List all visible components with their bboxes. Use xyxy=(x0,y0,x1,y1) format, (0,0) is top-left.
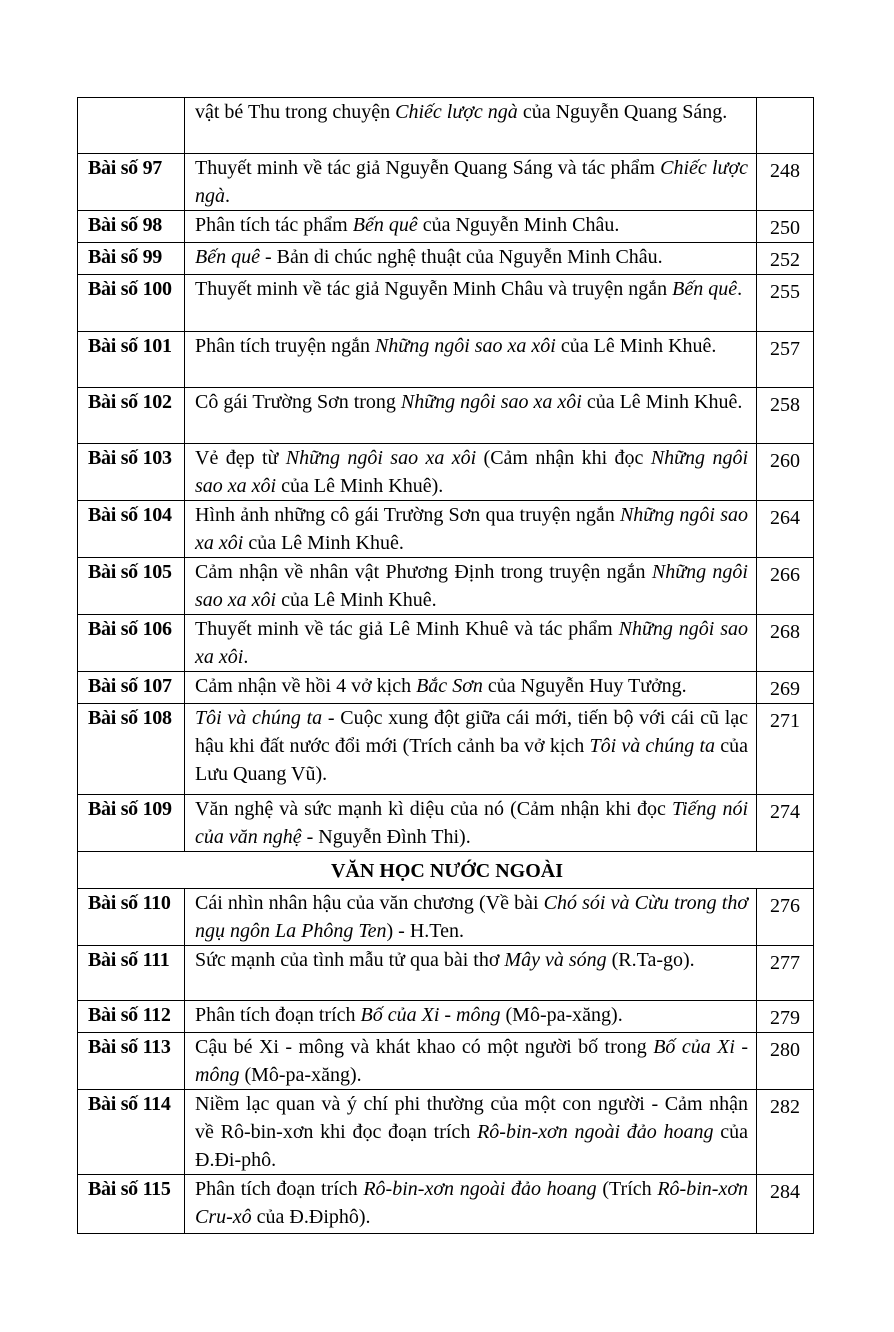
table-row xyxy=(78,388,814,444)
lesson-number: Bài số 97 xyxy=(78,154,185,211)
work-title-italic: Tôi và chúng ta xyxy=(195,707,323,729)
lesson-number: Bài số 108 xyxy=(78,704,185,795)
lesson-title xyxy=(185,98,757,154)
lesson-title xyxy=(185,1001,757,1033)
table-row xyxy=(78,332,814,388)
page-number: 284 xyxy=(757,1175,814,1234)
title-text: Sức mạnh của tình mẫu tử qua bài thơ xyxy=(195,949,505,971)
page-number: 266 xyxy=(757,558,814,615)
section-title: VĂN HỌC NƯỚC NGOÀI xyxy=(78,852,814,889)
table-row xyxy=(78,889,814,946)
title-text: Văn nghệ và sức mạnh kì diệu của nó (Cảm nhận khi đọc xyxy=(195,798,672,820)
work-title-italic: Bến quê xyxy=(352,214,418,236)
table-row xyxy=(78,1001,814,1033)
title-text: của Nguyễn Quang Sáng. xyxy=(517,101,728,123)
table-of-contents xyxy=(77,97,814,1234)
lesson-title xyxy=(185,243,757,275)
work-title-italic: Rô-bin-xơn ngoài đảo hoang xyxy=(363,1178,597,1200)
page-number: 258 xyxy=(757,388,814,444)
work-title-italic: Chiếc lược ngà xyxy=(395,101,518,123)
title-text: Phân tích truyện ngắn xyxy=(195,335,375,357)
lesson-number: Bài số 113 xyxy=(78,1033,185,1090)
title-text: - Bản di chúc nghệ thuật của Nguyễn Minh Châu. xyxy=(259,246,663,268)
title-text: Niềm lạc quan và ý chí phi thường của một con người - Cảm nhận về Rô-bin-xơn khi đọc đoạn trích xyxy=(195,1093,748,1143)
lesson-title xyxy=(185,889,757,946)
table-row xyxy=(78,1175,814,1234)
work-title-italic: Tiếng nói của văn nghệ xyxy=(195,798,748,848)
page-number: 268 xyxy=(757,615,814,672)
lesson-number: Bài số 109 xyxy=(78,795,185,852)
page-number: 269 xyxy=(757,672,814,704)
lesson-title xyxy=(185,558,757,615)
work-title-italic: Chiếc lược ngà xyxy=(195,157,748,207)
title-text: Phân tích tác phẩm xyxy=(195,214,353,236)
table-row xyxy=(78,672,814,704)
page-number: 257 xyxy=(757,332,814,388)
page-number: 279 xyxy=(757,1001,814,1033)
work-title-italic: Những ngôi sao xa xôi xyxy=(195,504,748,554)
page-number: 264 xyxy=(757,501,814,558)
title-text: . xyxy=(225,185,230,207)
title-text: . xyxy=(737,278,743,300)
page-number: 276 xyxy=(757,889,814,946)
title-text: Cái nhìn nhân hậu của văn chương (Về bài xyxy=(195,892,544,914)
title-text: của Lê Minh Khuê. xyxy=(243,532,404,554)
work-title-italic: Rô-bin-xơn Cru-xô xyxy=(195,1178,748,1228)
lesson-number: Bài số 111 xyxy=(78,946,185,1001)
title-text: - Nguyễn Đình Thi). xyxy=(301,826,471,848)
title-text: Phân tích đoạn trích xyxy=(195,1178,364,1200)
title-text: Hình ảnh những cô gái Trường Sơn qua truyện ngắn xyxy=(195,504,620,526)
page-number: 277 xyxy=(757,946,814,1001)
work-title-italic: Những ngôi sao xa xôi xyxy=(195,561,748,611)
page-number: 250 xyxy=(757,211,814,243)
lesson-number: Bài số 98 xyxy=(78,211,185,243)
title-text: Thuyết minh về tác giả Nguyễn Quang Sáng và tác phẩm xyxy=(195,157,661,179)
title-text: Vẻ đẹp từ xyxy=(195,447,286,469)
table-row xyxy=(78,154,814,211)
title-text: Cảm nhận về nhân vật Phương Định trong truyện ngắn xyxy=(195,561,652,583)
work-title-italic: Những ngôi sao xa xôi xyxy=(195,618,749,668)
lesson-title xyxy=(185,154,757,211)
page-number: 274 xyxy=(757,795,814,852)
lesson-number: Bài số 110 xyxy=(78,889,185,946)
work-title-italic: Tôi và chúng ta xyxy=(589,735,716,757)
lesson-title xyxy=(185,444,757,501)
title-text: của Nguyễn Minh Châu. xyxy=(417,214,620,236)
work-title-italic: Những ngôi sao xa xôi xyxy=(195,447,748,497)
page-number: 280 xyxy=(757,1033,814,1090)
lesson-title xyxy=(185,332,757,388)
lesson-number: Bài số 100 xyxy=(78,275,185,332)
title-text: (Cảm nhận khi đọc xyxy=(476,447,651,469)
table-row xyxy=(78,501,814,558)
title-text: Thuyết minh về tác giả Nguyễn Minh Châu và truyện ngắn xyxy=(195,278,673,300)
title-text: (Trích xyxy=(596,1178,658,1200)
title-text: (Mô-pa-xăng). xyxy=(500,1004,623,1026)
lesson-title xyxy=(185,1033,757,1090)
lesson-number: Bài số 104 xyxy=(78,501,185,558)
work-title-italic: Mây và sóng xyxy=(504,949,607,971)
title-text: Cậu bé Xi - mông và khát khao có một người bố trong xyxy=(195,1036,654,1058)
title-text: Cảm nhận về hồi 4 vở kịch xyxy=(195,675,417,697)
lesson-number: Bài số 107 xyxy=(78,672,185,704)
work-title-italic: Bố của Xi - mông xyxy=(360,1004,501,1026)
work-title-italic: Chó sói và Cừu trong thơ ngụ ngôn La Phông Ten xyxy=(195,892,748,942)
lesson-title xyxy=(185,615,757,672)
work-title-italic: Những ngôi sao xa xôi xyxy=(285,447,477,469)
work-title-italic: Bố của Xi - mông xyxy=(195,1036,748,1086)
lesson-number: Bài số 102 xyxy=(78,388,185,444)
lesson-title xyxy=(185,795,757,852)
lesson-title xyxy=(185,672,757,704)
page-number: 248 xyxy=(757,154,814,211)
table-row xyxy=(78,704,814,795)
lesson-number xyxy=(78,98,185,154)
title-text: . xyxy=(243,646,249,668)
title-text: (R.Ta-go). xyxy=(606,949,695,971)
title-text: của Lưu Quang Vũ). xyxy=(195,735,748,785)
lesson-title xyxy=(185,1090,757,1175)
lesson-title xyxy=(185,211,757,243)
work-title-italic: Những ngôi sao xa xôi xyxy=(374,335,556,357)
section-header-row xyxy=(78,852,814,889)
title-text: của Đ.Điphô). xyxy=(251,1206,371,1228)
title-text: ) - H.Ten. xyxy=(386,920,464,942)
table-row xyxy=(78,243,814,275)
title-text: Phân tích đoạn trích xyxy=(195,1004,361,1026)
title-text: của Lê Minh Khuê. xyxy=(276,589,437,611)
page-number xyxy=(757,98,814,154)
work-title-italic: Rô-bin-xơn ngoài đảo hoang xyxy=(477,1121,714,1143)
table-row xyxy=(78,275,814,332)
table-row xyxy=(78,98,814,154)
page-number: 282 xyxy=(757,1090,814,1175)
lesson-title xyxy=(185,946,757,1001)
lesson-number: Bài số 106 xyxy=(78,615,185,672)
lesson-title xyxy=(185,704,757,795)
title-text: của Lê Minh Khuê. xyxy=(581,391,743,413)
title-text: của Lê Minh Khuê. xyxy=(555,335,717,357)
table-row xyxy=(78,558,814,615)
title-text: vật bé Thu trong chuyện xyxy=(195,101,396,123)
page-number: 252 xyxy=(757,243,814,275)
lesson-title xyxy=(185,275,757,332)
table-row xyxy=(78,1090,814,1175)
title-text: Thuyết minh về tác giả Lê Minh Khuê và tác phẩm xyxy=(195,618,619,640)
table-row xyxy=(78,946,814,1001)
page-number: 260 xyxy=(757,444,814,501)
lesson-number: Bài số 112 xyxy=(78,1001,185,1033)
lesson-number: Bài số 114 xyxy=(78,1090,185,1175)
lesson-number: Bài số 99 xyxy=(78,243,185,275)
lesson-number: Bài số 101 xyxy=(78,332,185,388)
lesson-number: Bài số 105 xyxy=(78,558,185,615)
title-text: (Mô-pa-xăng). xyxy=(239,1064,362,1086)
lesson-title xyxy=(185,501,757,558)
work-title-italic: Bắc Sơn xyxy=(416,675,483,697)
lesson-title xyxy=(185,1175,757,1234)
page-number: 271 xyxy=(757,704,814,795)
title-text: Cô gái Trường Sơn trong xyxy=(195,391,401,413)
work-title-italic: Bến quê xyxy=(195,246,260,268)
title-text: - Cuộc xung đột giữa cái mới, tiến bộ với cái cũ lạc hậu khi đất nước đổi mới (Trích cảnh ba vở kịch xyxy=(195,707,748,757)
table-row xyxy=(78,615,814,672)
title-text: của Lê Minh Khuê). xyxy=(276,475,444,497)
title-text: của Nguyễn Huy Tưởng. xyxy=(482,675,687,697)
page-number: 255 xyxy=(757,275,814,332)
table-row xyxy=(78,795,814,852)
table-row xyxy=(78,444,814,501)
table-row xyxy=(78,211,814,243)
lesson-title xyxy=(185,388,757,444)
work-title-italic: Những ngôi sao xa xôi xyxy=(400,391,582,413)
lesson-number: Bài số 115 xyxy=(78,1175,185,1234)
table-row xyxy=(78,1033,814,1090)
title-text: của Đ.Đi-phô. xyxy=(195,1121,748,1171)
lesson-number: Bài số 103 xyxy=(78,444,185,501)
work-title-italic: Bến quê xyxy=(672,278,738,300)
